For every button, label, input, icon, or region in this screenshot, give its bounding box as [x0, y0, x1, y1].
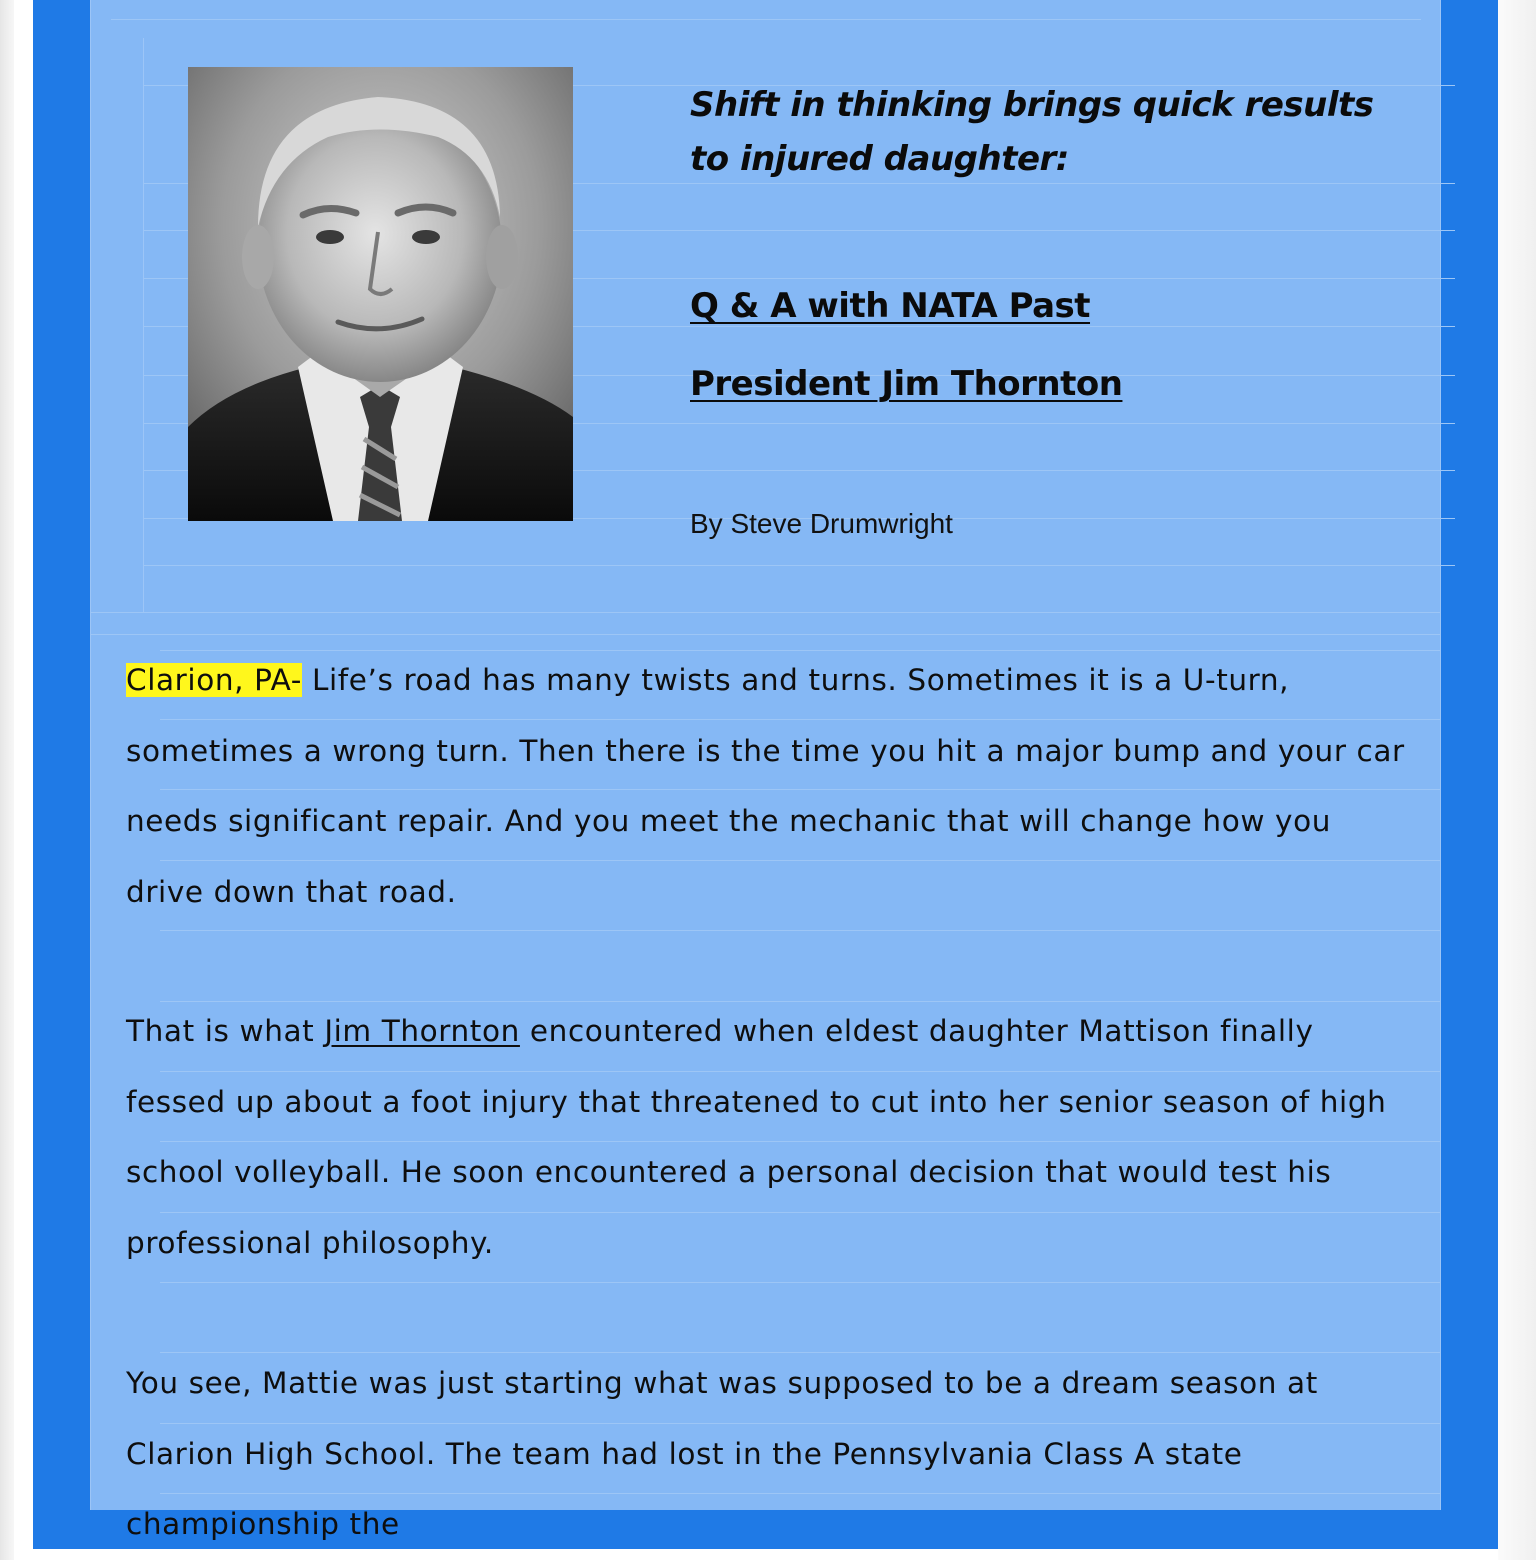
headline-line-1: Shift in thinking brings quick results: [690, 85, 1374, 125]
byline: By Steve Drumwright: [690, 508, 953, 539]
paragraph-2: [126, 996, 1416, 1278]
subtitle-line-2: President Jim Thornton: [690, 364, 1123, 404]
right-gutter: [1498, 0, 1536, 1560]
jim-thornton-link[interactable]: Jim Thornton: [324, 1014, 520, 1048]
left-gutter: [0, 0, 14, 1560]
dateline-highlight: Clarion, PA-: [126, 663, 302, 697]
content-panel: [90, 0, 1441, 1541]
paragraph-2-after: encountered when eldest daughter Mattison finally fessed up about a foot injury that threatened to cut into her senior season of high school volleyball. He soon encountered a personal decision that would test his professional philosophy.: [126, 1014, 1387, 1260]
author-photo: [188, 67, 573, 521]
headline-line-2: to injured daughter:: [690, 139, 1069, 179]
paragraph-3: You see, Mattie was just starting what was supposed to be a dream season at Clarion High School. The team had lost in the Pennsylvania Class A state championship the: [126, 1366, 1318, 1541]
article-headline: [690, 78, 1390, 186]
paragraph-2-before: That is what: [126, 1014, 325, 1048]
page-frame: [33, 0, 1498, 1549]
subtitle-line-1: Q & A with NATA Past: [690, 286, 1091, 326]
paragraph-1: [126, 645, 1416, 927]
paragraph-1-text: Life’s road has many twists and turns. Sometimes it is a U-turn, sometimes a wrong turn. Then there is the time you hit a major bump and your car needs significant repair. And you meet the mechanic that will change how you drive down that road.: [126, 663, 1405, 909]
